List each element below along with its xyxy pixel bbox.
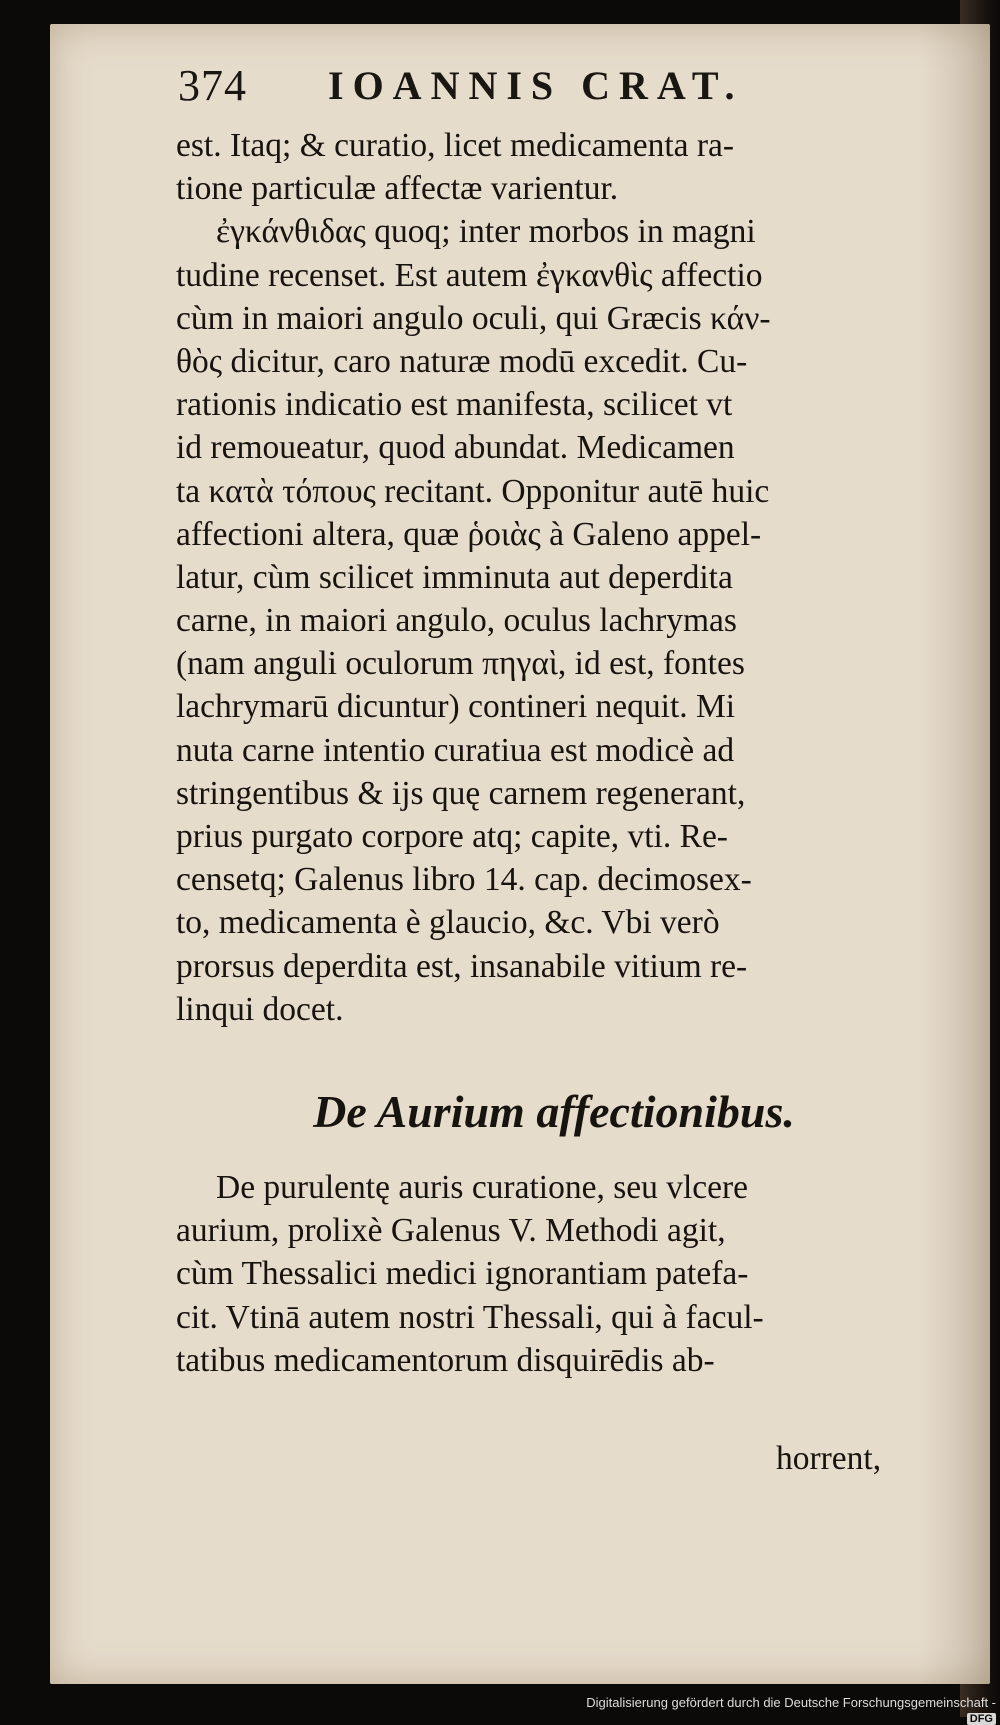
text-line: ta κατὰ τόπους recitant. Opponitur autē huic xyxy=(176,472,770,510)
text-line: nuta carne intentio curatiua est modicè ad xyxy=(176,731,735,769)
text-line: cùm Thessalici medici ignorantiam patefa- xyxy=(176,1255,749,1293)
text-line: (nam anguli oculorum πηγαὶ, id est, fontes xyxy=(176,645,745,683)
body-text xyxy=(176,124,932,1031)
digitization-footer xyxy=(560,1695,1000,1725)
catchword: horrent, xyxy=(776,1440,882,1477)
text-line: cùm in maiori angulo oculi, qui Græcis κάν- xyxy=(176,299,771,337)
text-line: θὸς dicitur, caro naturæ modū excedit. Cu- xyxy=(176,342,748,380)
text-line: tatibus medicamentorum disquirēdis ab- xyxy=(176,1341,715,1379)
text-line: est. Itaq; & curatio, licet medicamenta ra- xyxy=(176,127,735,164)
page-number: 374 xyxy=(178,61,247,110)
text-line: aurium, prolixè Galenus V. Methodi agit, xyxy=(176,1212,726,1250)
section-text xyxy=(176,1165,932,1381)
text-line: tione particulæ affectæ varientur. xyxy=(176,170,619,208)
text-line: to, medicamenta è glaucio, &c. Vbi verò xyxy=(176,904,720,942)
text-line: carne, in maiori angulo, oculus lachrymas xyxy=(176,602,737,640)
text-line: linqui docet. xyxy=(176,990,344,1028)
text-line: affectioni altera, quæ ῥοιὰς à Galeno appel- xyxy=(176,515,762,553)
text-line: stringentibus & ijs quę carnem regenerant, xyxy=(176,774,746,812)
footer-text: Digitalisierung gefördert durch die Deutsche Forschungsgemeinschaft - xyxy=(586,1695,996,1710)
text-line: prorsus deperdita est, insanabile vitium re- xyxy=(176,947,748,985)
text-line: cit. Vtinā autem nostri Thessali, qui à facul- xyxy=(176,1298,764,1336)
dfg-logo: DFG xyxy=(967,1713,996,1725)
text-line: prius purgato corpore atq; capite, vti. Re- xyxy=(176,818,728,855)
text-line: censetq; Galenus libro 14. cap. decimosex- xyxy=(176,861,752,899)
text-line: latur, cùm scilicet imminuta aut deperdita xyxy=(176,558,733,596)
page-header xyxy=(178,60,918,122)
section-heading: De Aurium affectionibus. xyxy=(313,1086,795,1137)
text-line: ἐγκάνθιδας quoq; inter morbos in magni xyxy=(216,213,756,251)
text-line: De purulentę auris curatione, seu vlcere xyxy=(216,1169,749,1206)
text-line: rationis indicatio est manifesta, scilicet vt xyxy=(176,386,733,424)
running-head: IOANNIS CRAT. xyxy=(328,63,744,108)
text-line: id remoueatur, quod abundat. Medicamen xyxy=(176,429,735,467)
text-line: tudine recenset. Est autem ἐγκανθὶς affectio xyxy=(176,256,763,294)
text-line: lachrymarū dicuntur) contineri nequit. Mi xyxy=(176,688,736,726)
